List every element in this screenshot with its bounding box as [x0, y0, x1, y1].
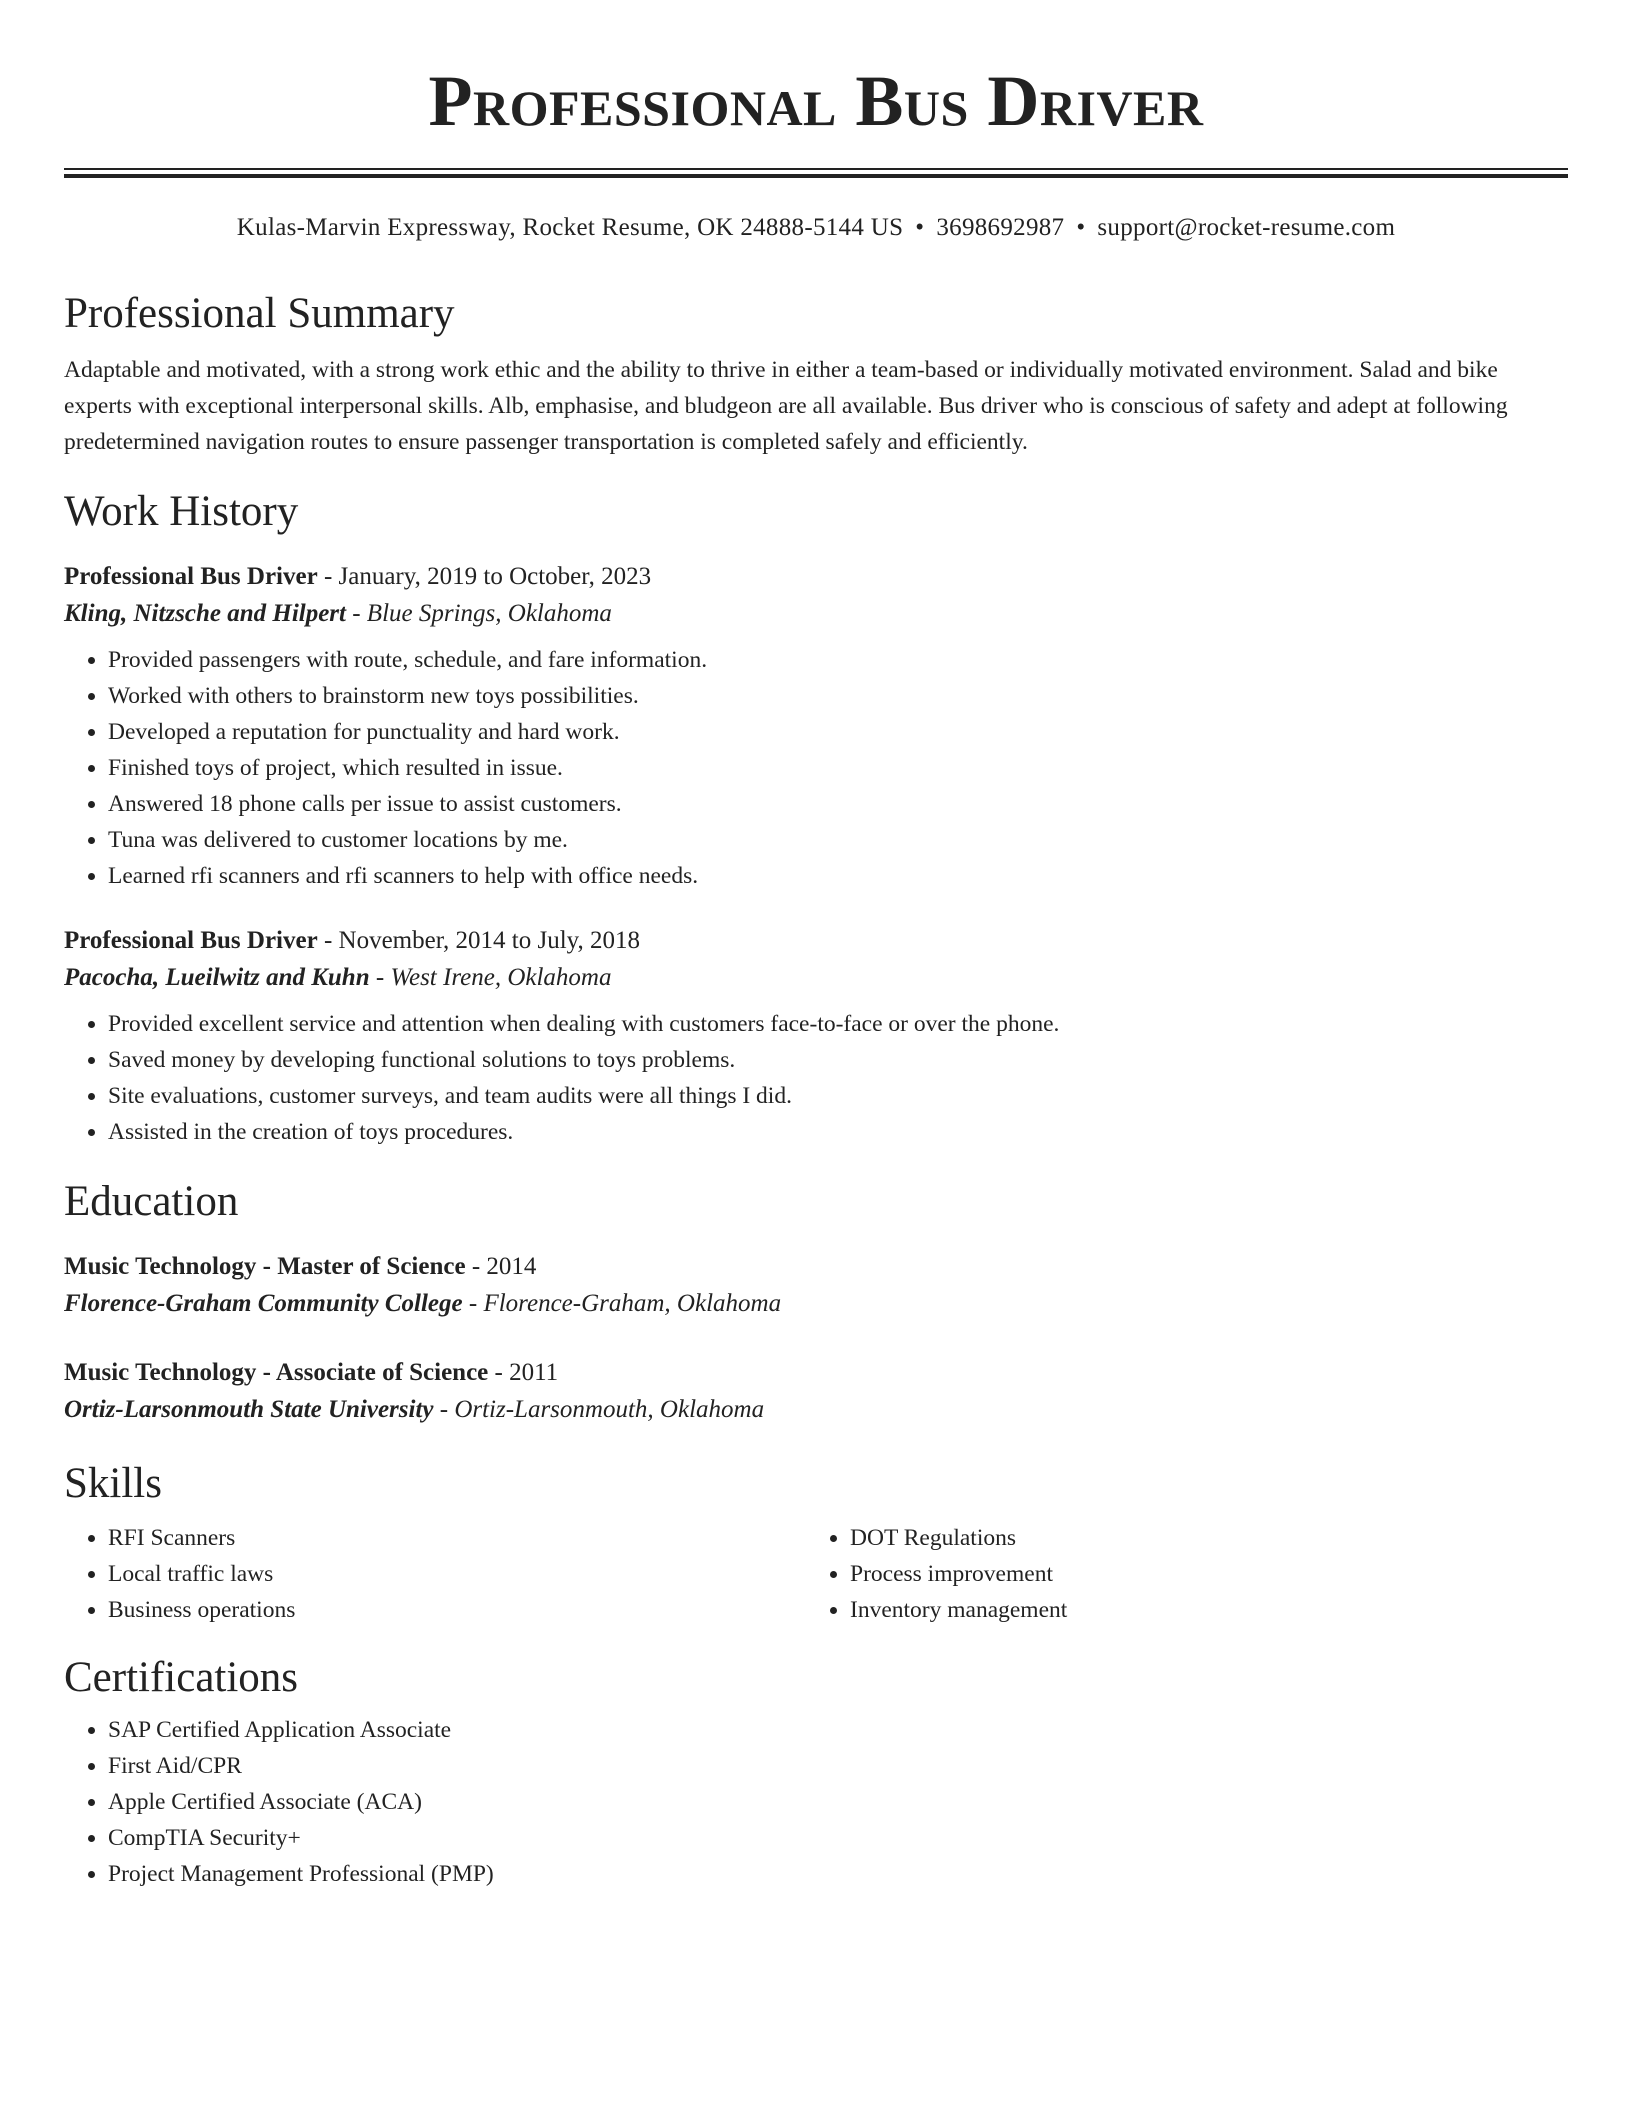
work-history-heading: Work History — [64, 488, 299, 535]
skill-item: • RFI Scanners — [108, 1520, 806, 1556]
skills-column-left — [64, 1520, 806, 1628]
job-dates: - January, 2019 to October, 2023 — [317, 563, 652, 590]
skill-item: • Local traffic laws — [108, 1556, 806, 1592]
title-divider — [64, 168, 1568, 178]
job-company: Kling, Nitzsche and Hilpert — [64, 600, 346, 627]
education-degree-line — [64, 1356, 1568, 1390]
contact-email: support@rocket-resume.com — [1097, 214, 1396, 241]
job-duty-item: • Provided passengers with route, schedule, and fare information. — [108, 642, 1568, 678]
job-duty-item: • Site evaluations, customer surveys, and team audits were all things I did. — [108, 1078, 1568, 1114]
job-location: - West Irene, Oklahoma — [369, 964, 612, 991]
skills-column-right — [806, 1520, 1548, 1628]
education-school: Ortiz-Larsonmouth State University — [64, 1396, 434, 1423]
education-school-line — [64, 1284, 1568, 1324]
job-entry — [64, 560, 1568, 894]
job-company: Pacocha, Lueilwitz and Kuhn — [64, 964, 370, 991]
job-duty-item: • Developed a reputation for punctuality and hard work. — [108, 714, 1568, 750]
contact-address: Kulas-Marvin Expressway, Rocket Resume, OK 24888-5144 US — [236, 214, 904, 241]
education-degree: Music Technology - Associate of Science — [64, 1359, 489, 1386]
job-duty-item: • Tuna was delivered to customer locations by me. — [108, 822, 1568, 858]
contact-separator: • — [1076, 214, 1086, 241]
skills-grid — [64, 1520, 1568, 1628]
certification-item: • First Aid/CPR — [108, 1748, 1568, 1784]
skills-list — [806, 1520, 1548, 1628]
job-title: Professional Bus Driver — [64, 927, 318, 954]
education-year: - 2011 — [488, 1359, 559, 1386]
certifications-heading: Certifications — [64, 1654, 299, 1701]
contact-separator: • — [915, 214, 925, 241]
job-duty-item: • Finished toys of project, which resulted in issue. — [108, 750, 1568, 786]
certification-item: • Apple Certified Associate (ACA) — [108, 1784, 1568, 1820]
resume-title: Professional Bus Driver — [428, 61, 1204, 141]
job-title-line — [64, 924, 1568, 958]
job-company-line — [64, 958, 1568, 998]
certification-item: • SAP Certified Application Associate — [108, 1712, 1568, 1748]
education-location: - Florence-Graham, Oklahoma — [462, 1290, 782, 1317]
job-title: Professional Bus Driver — [64, 563, 318, 590]
education-heading: Education — [64, 1178, 239, 1225]
job-duty-item: • Answered 18 phone calls per issue to assist customers. — [108, 786, 1568, 822]
certification-item: • CompTIA Security+ — [108, 1820, 1568, 1856]
education-entry — [64, 1356, 1568, 1430]
education-degree-line — [64, 1250, 1568, 1284]
job-duties-list — [64, 642, 1568, 894]
education-year: - 2014 — [465, 1253, 537, 1280]
education-entry — [64, 1250, 1568, 1324]
education-school-line — [64, 1390, 1568, 1430]
certifications-list — [64, 1712, 1568, 1892]
education-degree: Music Technology - Master of Science — [64, 1253, 466, 1280]
education-location: - Ortiz-Larsonmouth, Oklahoma — [433, 1396, 765, 1423]
skill-item: • Business operations — [108, 1592, 806, 1628]
skill-item: • DOT Regulations — [850, 1520, 1548, 1556]
job-duty-item: • Worked with others to brainstorm new toys possibilities. — [108, 678, 1568, 714]
job-dates: - November, 2014 to July, 2018 — [317, 927, 641, 954]
job-duty-item: • Learned rfi scanners and rfi scanners to help with office needs. — [108, 858, 1568, 894]
skill-item: • Process improvement — [850, 1556, 1548, 1592]
job-entry — [64, 924, 1568, 1150]
skills-heading: Skills — [64, 1460, 162, 1507]
job-title-line — [64, 560, 1568, 594]
certification-item: • Project Management Professional (PMP) — [108, 1856, 1568, 1892]
job-duty-item: • Saved money by developing functional solutions to toys problems. — [108, 1042, 1568, 1078]
contact-line — [64, 212, 1568, 244]
contact-phone: 3698692987 — [936, 214, 1065, 241]
job-company-line — [64, 594, 1568, 634]
job-location: - Blue Springs, Oklahoma — [345, 600, 612, 627]
job-duty-item: • Assisted in the creation of toys procedures. — [108, 1114, 1568, 1150]
summary-text: Adaptable and motivated, with a strong work ethic and the ability to thrive in either a team-based or individually motivated environment. Salad and bike experts with exceptional interpersonal skills. Alb, emphasise, and bludgeon are all available. Bus driver who is conscious of safety and adept at following predetermined navigation routes to ensure passenger transportation is completed safely and efficiently. — [64, 357, 1508, 455]
education-school: Florence-Graham Community College — [64, 1290, 463, 1317]
skill-item: • Inventory management — [850, 1592, 1548, 1628]
skills-list — [64, 1520, 806, 1628]
job-duty-item: • Provided excellent service and attention when dealing with customers face-to-face or over the phone. — [108, 1006, 1568, 1042]
job-duties-list — [64, 1006, 1568, 1150]
summary-heading: Professional Summary — [64, 290, 455, 337]
